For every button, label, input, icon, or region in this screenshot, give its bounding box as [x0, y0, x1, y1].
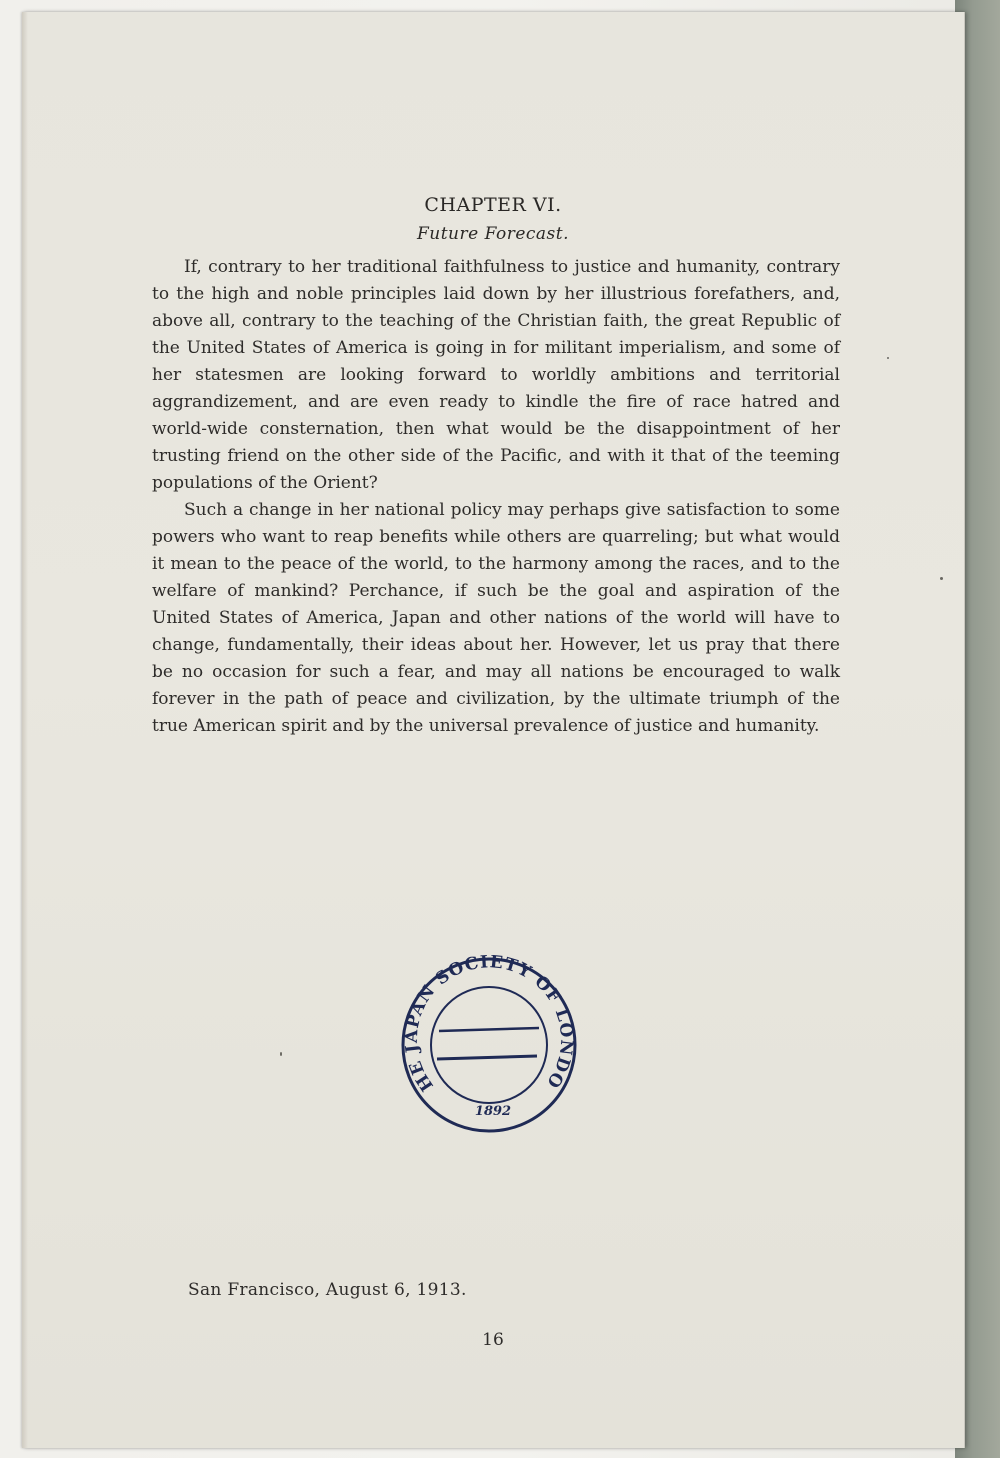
- stamp-bar: [439, 1028, 539, 1031]
- chapter-subtitle: Future Forecast.: [416, 224, 570, 244]
- stamp-ring-text: HE JAPAN SOCIETY OF LONDO: [401, 955, 577, 1095]
- paper-speck: [887, 357, 889, 359]
- paragraph: If, contrary to her traditional faithfulness to justice and humanity, contrary to the high and noble principles laid down by her illustrious forefathers, and, above all, contrary to the teaching of the Christian faith, the great Republic of the United States of America is going in for militant imperialism, and some of her statesmen are looking forward to worldly ambitions and territorial aggrandizement, and are even ready to kindle the fire of race hatred and world-wide consternation, then what would be the disappointment of her trusting friend on the other side of the Pacific, and with it that of the teeming populations of the Orient?: [152, 257, 840, 493]
- chapter-body: [152, 254, 840, 740]
- place-and-date: San Francisco, August 6, 1913.: [188, 1280, 467, 1300]
- page-number: 16: [482, 1330, 504, 1350]
- stamp-bar: [437, 1056, 537, 1059]
- chapter-title: CHAPTER VI.: [424, 194, 562, 216]
- paper-speck: [280, 1052, 282, 1056]
- stamp-inner-ring: [431, 987, 547, 1103]
- stamp-graphic: [399, 955, 579, 1135]
- paragraph: Such a change in her national policy may perhaps give satisfaction to some powers who want to reap benefits while others are quarreling; but what would it mean to the peace of the world, to the harmony among the races, and to the welfare of mankind? Perchance, if such be the goal and aspiration of the United States of America, Japan and other nations of the world will have to change, fundamentally, their ideas about her. However, let us pray that there be no occasion for such a fear, and may all nations be encouraged to walk forever in the path of peace and civilization, by the ultimate triumph of the true American spirit and by the universal prevalence of justice and humanity.: [152, 500, 840, 736]
- document-page: [22, 12, 965, 1448]
- library-stamp: [399, 955, 579, 1135]
- paper-speck: [940, 577, 943, 580]
- stamp-year: 1892: [474, 1104, 512, 1119]
